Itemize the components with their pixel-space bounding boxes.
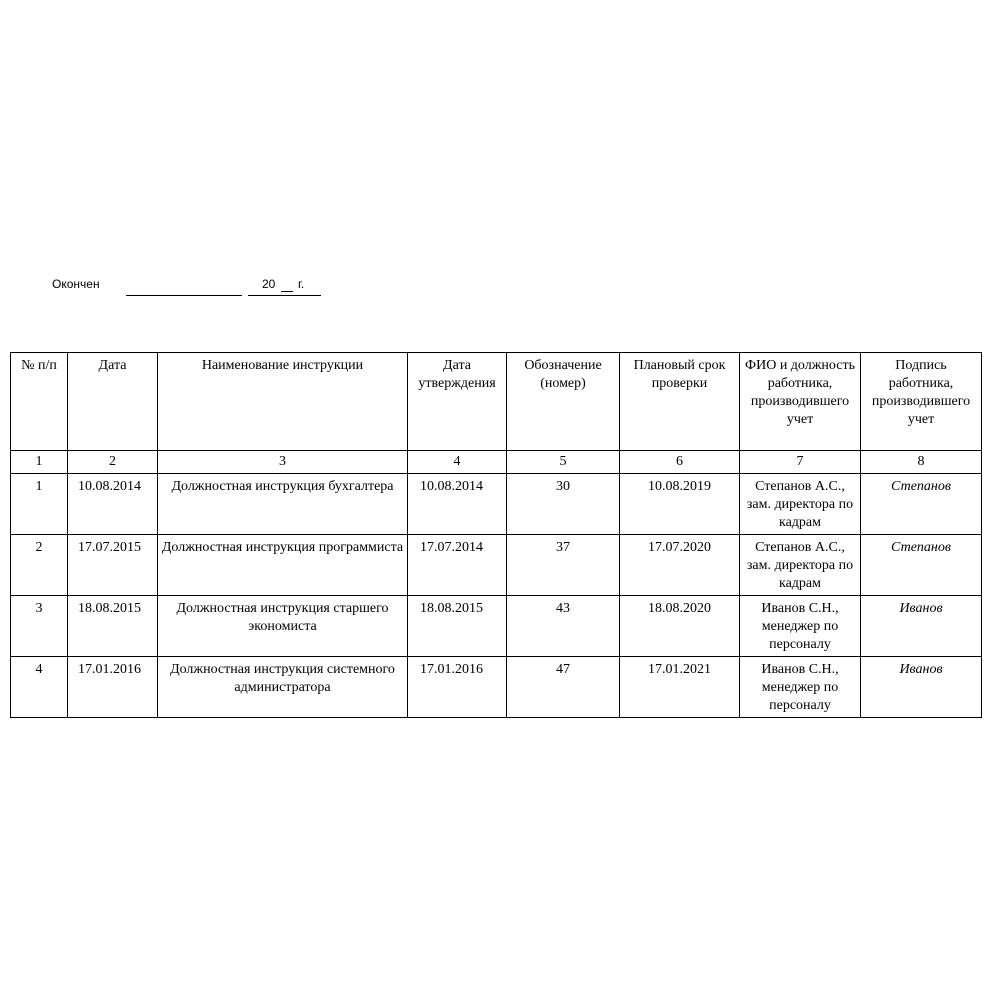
completed-year-blank [281, 291, 293, 292]
row-instruction-name: Должностная инструкция бухгалтера [158, 474, 408, 535]
table-row [11, 657, 982, 718]
row-person: Иванов С.Н., менеджер по персоналу [740, 596, 861, 657]
header-number: № п/п [11, 353, 68, 451]
completed-year-suffix: г. [298, 277, 305, 291]
row-approval-date: 17.01.2016 [408, 657, 507, 718]
table-row [11, 474, 982, 535]
column-number-row [11, 451, 982, 474]
row-review-date: 17.01.2021 [620, 657, 740, 718]
row-person: Степанов А.С., зам. директора по кадрам [740, 474, 861, 535]
row-code: 30 [507, 474, 620, 535]
header-date: Дата [68, 353, 158, 451]
row-review-date: 18.08.2020 [620, 596, 740, 657]
column-number: 5 [507, 451, 620, 474]
row-instruction-name: Должностная инструкция старшего экономиста [158, 596, 408, 657]
row-person: Иванов С.Н., менеджер по персоналу [740, 657, 861, 718]
row-date: 17.07.2015 [68, 535, 158, 596]
header-person: ФИО и должность работника, производившего учет [740, 353, 861, 451]
row-date: 10.08.2014 [68, 474, 158, 535]
row-approval-date: 18.08.2015 [408, 596, 507, 657]
completed-year-prefix: 20 [262, 277, 276, 291]
row-review-date: 10.08.2019 [620, 474, 740, 535]
row-number: 1 [11, 474, 68, 535]
table-row [11, 596, 982, 657]
header-signature: Подпись работника, производившего учет [861, 353, 982, 451]
row-date: 18.08.2015 [68, 596, 158, 657]
row-code: 47 [507, 657, 620, 718]
row-number: 4 [11, 657, 68, 718]
row-instruction-name: Должностная инструкция программиста [158, 535, 408, 596]
row-signature: Иванов [861, 657, 982, 718]
column-number: 6 [620, 451, 740, 474]
row-signature: Степанов [861, 474, 982, 535]
column-number: 7 [740, 451, 861, 474]
header-instruction-name: Наименование инструкции [158, 353, 408, 451]
instructions-log-table [10, 352, 982, 718]
column-number: 8 [861, 451, 982, 474]
row-review-date: 17.07.2020 [620, 535, 740, 596]
header-code: Обозначение (номер) [507, 353, 620, 451]
column-number: 3 [158, 451, 408, 474]
row-date: 17.01.2016 [68, 657, 158, 718]
row-approval-date: 17.07.2014 [408, 535, 507, 596]
header-approval-date: Дата утверждения [408, 353, 507, 451]
column-number: 2 [68, 451, 158, 474]
completed-label: Окончен [52, 277, 100, 291]
row-code: 43 [507, 596, 620, 657]
header-review-date: Плановый срок проверки [620, 353, 740, 451]
table-row [11, 535, 982, 596]
row-signature: Иванов [861, 596, 982, 657]
table-header-row [11, 353, 982, 451]
row-signature: Степанов [861, 535, 982, 596]
completed-line [52, 276, 352, 298]
column-number: 1 [11, 451, 68, 474]
row-instruction-name: Должностная инструкция системного администратора [158, 657, 408, 718]
row-number: 2 [11, 535, 68, 596]
row-code: 37 [507, 535, 620, 596]
row-person: Степанов А.С., зам. директора по кадрам [740, 535, 861, 596]
completed-date-blank [126, 295, 242, 296]
column-number: 4 [408, 451, 507, 474]
completed-year-underline [248, 295, 321, 296]
row-approval-date: 10.08.2014 [408, 474, 507, 535]
row-number: 3 [11, 596, 68, 657]
